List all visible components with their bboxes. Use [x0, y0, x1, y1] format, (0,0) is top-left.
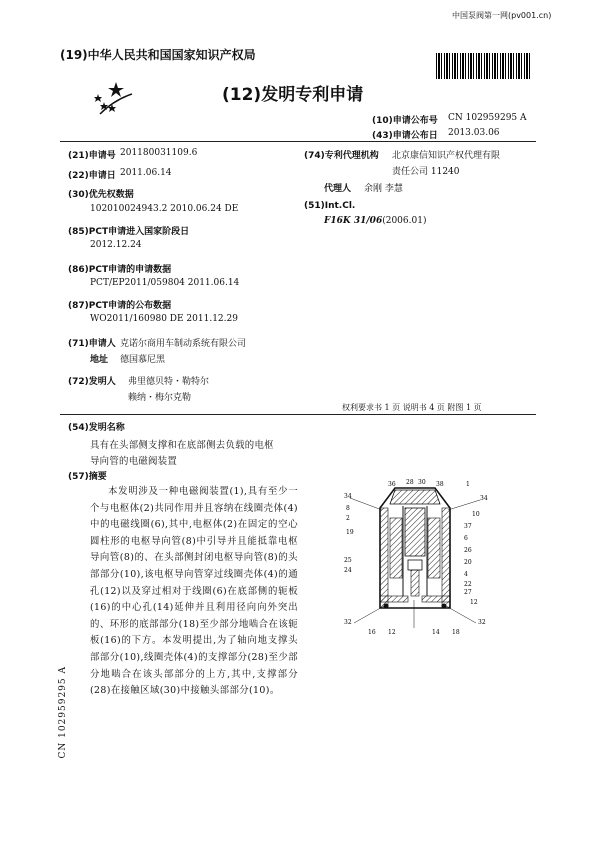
ref-label: 30: [418, 479, 426, 486]
ref-label: 32: [478, 619, 486, 626]
intcl-year: (2006.01): [382, 216, 427, 226]
pct-pub: WO2011/160980 DE 2011.12.29: [90, 314, 238, 324]
abstract-label: (57)摘要: [68, 472, 107, 482]
ref-label: 2: [346, 515, 350, 522]
ref-label: 12: [470, 599, 478, 606]
applicant: 克诺尔商用车制动系统有限公司: [120, 339, 247, 349]
pub-no-label: (10)申请公布号: [372, 116, 438, 126]
inventor-2: 赖纳・梅尔克勒: [128, 393, 192, 403]
document-type: (12)发明专利申请: [222, 85, 364, 105]
priority: 102010024943.2 2010.06.24 DE: [90, 204, 239, 214]
abstract-text: 本发明涉及一种电磁阀装置(1),具有至少一个与电枢体(2)共同作用并且容纳在线圈壳体(4)中的电磁线圈(6),其中,电枢体(2)在固定的空心圆柱形的电枢导向管(8)中引导并且能抵靠电枢导向管(8)的、在头部侧封闭电枢导向管(8)的头部部分(10),该电枢导向管穿过线圈壳体(4)的通孔(12)以及穿过相对于线圈(6)在底部侧的轭板(16)的中心孔(14)延伸并且利用径向向外突出的、环形的底部部分(18)至少部分地啮合在该轭板(16)的下方。本发明提出,为了轴向地支撑头部部分(10),线圈壳体(4)的支撑部分(28)至少部分地啮合在该头部部分的上方,其中,支撑部分(28)在接触区域(30)中接触头部部分(10)。: [90, 486, 298, 697]
ref-label: 6: [464, 535, 468, 542]
app-date: 2011.06.14: [120, 168, 172, 178]
pub-date: 2013.03.06: [448, 128, 500, 138]
ref-label: 25: [344, 557, 352, 564]
ref-label: 14: [432, 629, 440, 636]
ref-label: 34: [480, 495, 488, 502]
app-no: 201180031109.6: [120, 148, 198, 158]
ref-label: 12: [388, 629, 396, 636]
ref-label: 32: [344, 619, 352, 626]
app-date-label: (22)申请日: [68, 171, 116, 181]
ref-label: 10: [472, 511, 480, 518]
section-rule: [60, 414, 536, 415]
applicant-label: (71)申请人: [68, 339, 116, 349]
ref-label: 22: [464, 581, 472, 588]
pct-entry: 2012.12.24: [90, 240, 142, 250]
header-rule: [60, 141, 536, 142]
ref-label: 4: [464, 571, 468, 578]
ref-label: 8: [346, 505, 350, 512]
address: 德国慕尼黑: [120, 355, 166, 365]
title-line-1: 具有在头部侧支撑和在底部侧去负载的电枢: [90, 440, 274, 451]
ref-label: 34: [344, 493, 352, 500]
title-label: (54)发明名称: [68, 423, 125, 433]
ref-label: 20: [464, 559, 472, 566]
ref-label: 1: [466, 481, 470, 488]
abstract-body: [90, 484, 298, 700]
agency-2: 责任公司 11240: [392, 167, 460, 177]
ref-label: 19: [346, 529, 354, 536]
ref-label: 16: [368, 629, 376, 636]
emblem-icon: [92, 80, 134, 116]
priority-label: (30)优先权数据: [68, 190, 134, 200]
ref-label: 24: [344, 567, 352, 574]
inventor-1: 弗里德贝特・勒特尔: [128, 377, 210, 387]
ref-label: 27: [464, 589, 472, 596]
intcl-code: F16K 31/06: [324, 216, 383, 226]
agency-label: (74)专利代理机构: [304, 151, 379, 161]
address-label: 地址: [90, 355, 109, 365]
ref-label: 18: [452, 629, 460, 636]
agent: 余刚 李慧: [364, 184, 403, 194]
inventor-label: (72)发明人: [68, 377, 116, 387]
pct-app-label: (86)PCT申请的申请数据: [68, 265, 172, 275]
ref-label: 37: [464, 523, 472, 530]
site-watermark: 中国泵阀第一网(pv001.cn): [452, 11, 552, 20]
intcl-label: (51)Int.Cl.: [304, 201, 356, 211]
pct-app: PCT/EP2011/059804 2011.06.14: [90, 278, 240, 288]
barcode-icon: [436, 53, 530, 79]
ref-label: 28: [406, 479, 414, 486]
pct-entry-label: (85)PCT申请进入国家阶段日: [68, 227, 190, 237]
agency-1: 北京康信知识产权代理有限: [392, 151, 501, 161]
intcl: [324, 216, 426, 226]
pages-info: 权利要求书 1 页 说明书 4 页 附图 1 页: [342, 403, 482, 412]
pct-pub-label: (87)PCT申请的公布数据: [68, 301, 172, 311]
ref-label: 36: [388, 481, 396, 488]
ref-label: 38: [436, 481, 444, 488]
solenoid-valve-figure: [340, 478, 490, 638]
ref-label: 26: [464, 547, 472, 554]
side-pub-code: CN 102959295 A: [58, 666, 68, 759]
agent-label: 代理人: [324, 184, 352, 194]
patent-office: (19)中华人民共和国国家知识产权局: [60, 48, 256, 62]
pub-no: CN 102959295 A: [448, 113, 527, 123]
title-line-2: 导向管的电磁阀装置: [90, 456, 178, 467]
app-no-label: (21)申请号: [68, 151, 116, 161]
pub-date-label: (43)申请公布日: [372, 131, 438, 141]
